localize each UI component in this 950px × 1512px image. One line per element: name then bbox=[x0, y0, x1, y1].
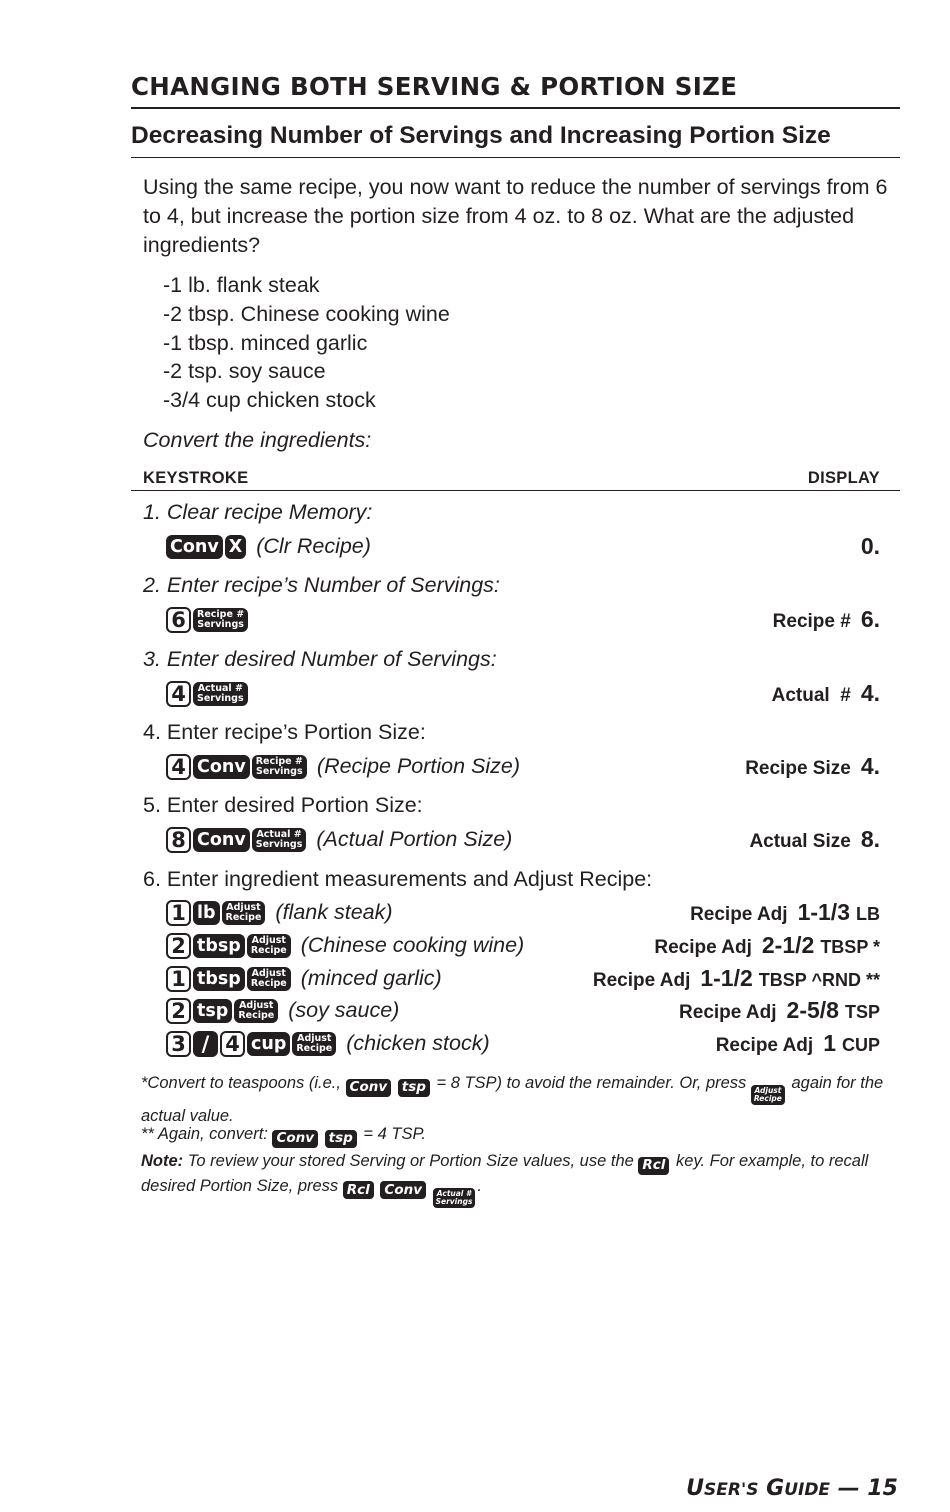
display-value: 2-1/2 bbox=[761, 932, 815, 958]
ingredient-item: -1 tbsp. minced garlic bbox=[163, 330, 368, 355]
step-4-keystrokes bbox=[166, 753, 520, 780]
recipe-servings-key: Recipe # Servings bbox=[193, 608, 248, 632]
footnote-1: *Convert to teaspoons (i.e., Conv tsp = 8 TSP) to avoid the remainder. Or, press Adjust Recipe again for the actual value. bbox=[141, 1074, 884, 1125]
display-value: 1-1/3 bbox=[797, 899, 850, 925]
page-footer: USER'S GUIDE — 15 bbox=[686, 1476, 898, 1501]
display-label: Recipe Size bbox=[745, 758, 851, 779]
display-value: 4. bbox=[860, 680, 880, 706]
digit-2-key: 2 bbox=[166, 998, 191, 1024]
digit-8-key: 8 bbox=[166, 827, 191, 853]
step-note: (chicken stock) bbox=[346, 1031, 490, 1055]
step-5-display bbox=[749, 826, 880, 853]
display-label: Recipe Adj bbox=[690, 904, 788, 925]
step-5-keystrokes bbox=[166, 826, 512, 853]
fraction-slash-key: / bbox=[193, 1031, 218, 1057]
tbsp-key: tbsp bbox=[193, 934, 245, 958]
section-divider bbox=[131, 107, 900, 109]
cup-key: cup bbox=[247, 1032, 290, 1056]
digit-6-key: 6 bbox=[166, 607, 191, 633]
step-note: (Actual Portion Size) bbox=[316, 827, 513, 851]
conv-key: Conv bbox=[272, 1130, 318, 1148]
display-header: DISPLAY bbox=[807, 469, 880, 487]
x-key: X bbox=[225, 535, 247, 559]
conv-key: Conv bbox=[193, 828, 250, 852]
display-label: Recipe # bbox=[772, 611, 851, 632]
actual-servings-key: Actual # Servings bbox=[433, 1188, 476, 1208]
step-6-display-5 bbox=[716, 1030, 880, 1057]
display-label: Actual Size bbox=[749, 831, 851, 852]
note-paragraph: Note: To review your stored Serving or Portion Size values, use the Rcl key. For example, to recall desired Portion Size, press Rcl Conv Actual # Servings . bbox=[141, 1152, 869, 1206]
step-6-display-1 bbox=[690, 899, 880, 926]
step-note: (Recipe Portion Size) bbox=[316, 754, 521, 778]
adjust-recipe-key: Adjust Recipe bbox=[292, 1032, 336, 1056]
conv-key: Conv bbox=[193, 755, 250, 779]
display-label: Recipe Adj bbox=[654, 937, 752, 958]
step-6-line-minced-garlic bbox=[166, 965, 442, 992]
step-5-title: 5. Enter desired Portion Size: bbox=[143, 793, 423, 817]
digit-1-key: 1 bbox=[166, 966, 191, 992]
step-note: (soy sauce) bbox=[288, 998, 400, 1022]
section-title: CHANGING BOTH SERVING & PORTION SIZE bbox=[131, 72, 738, 101]
display-unit: TSP bbox=[844, 1002, 880, 1022]
ingredient-item: -2 tbsp. Chinese cooking wine bbox=[163, 301, 450, 326]
lb-key: lb bbox=[193, 901, 220, 925]
step-note: (Chinese cooking wine) bbox=[300, 933, 525, 957]
step-1-title: 1. Clear recipe Memory: bbox=[143, 500, 373, 524]
step-6-title: 6. Enter ingredient measurements and Adjust Recipe: bbox=[143, 867, 653, 891]
step-2-display bbox=[773, 606, 880, 633]
digit-3-key: 3 bbox=[166, 1031, 191, 1057]
tbsp-key: tbsp bbox=[193, 967, 245, 991]
display-value: 1 bbox=[823, 1030, 836, 1056]
subsection-divider bbox=[131, 157, 900, 158]
adjust-recipe-key: Adjust Recipe bbox=[247, 934, 291, 958]
step-6-line-flank-steak bbox=[166, 899, 393, 926]
digit-4-key: 4 bbox=[166, 754, 191, 780]
intro-paragraph: Using the same recipe, you now want to reduce the number of servings from 6 to 4, but increase the portion size from 4 oz. to 8 oz. What are the adjusted ingredients? bbox=[143, 175, 888, 257]
step-3-title: 3. Enter desired Number of Servings: bbox=[143, 647, 497, 671]
display-unit: CUP bbox=[841, 1035, 880, 1055]
display-label: Recipe Adj bbox=[715, 1035, 814, 1056]
display-label: Recipe Adj bbox=[592, 970, 691, 991]
step-6-display-2 bbox=[654, 932, 880, 959]
actual-servings-key: Actual # Servings bbox=[193, 682, 248, 706]
step-note: (Clr Recipe) bbox=[256, 534, 371, 558]
conv-key: Conv bbox=[166, 535, 223, 559]
step-3-keystrokes bbox=[166, 680, 250, 707]
recipe-servings-key: Recipe # Servings bbox=[252, 755, 307, 779]
adjust-recipe-key: Adjust Recipe bbox=[751, 1085, 785, 1105]
adjust-recipe-key: Adjust Recipe bbox=[222, 901, 266, 925]
display-value: 0. bbox=[860, 533, 880, 559]
step-4-display bbox=[745, 753, 880, 780]
page-number: — 15 bbox=[837, 1476, 898, 1501]
rcl-key: Rcl bbox=[638, 1157, 669, 1175]
rcl-key: Rcl bbox=[343, 1181, 374, 1199]
step-1-display bbox=[861, 533, 880, 560]
tsp-key: tsp bbox=[398, 1079, 430, 1097]
display-unit: TBSP * bbox=[820, 937, 880, 957]
digit-2-key: 2 bbox=[166, 933, 191, 959]
display-unit: TBSP ^RND ** bbox=[758, 970, 880, 990]
display-value: 4. bbox=[860, 753, 880, 779]
footnote-2: ** Again, convert: Conv tsp = 4 TSP. bbox=[141, 1125, 426, 1146]
step-2-keystrokes bbox=[166, 606, 250, 633]
display-label: Actual # bbox=[771, 685, 851, 706]
adjust-recipe-key: Adjust Recipe bbox=[247, 967, 291, 991]
convert-prompt: Convert the ingredients: bbox=[143, 428, 372, 452]
step-6-line-soy-sauce bbox=[166, 997, 399, 1024]
step-note: (minced garlic) bbox=[300, 966, 442, 990]
ingredient-item: -3/4 cup chicken stock bbox=[163, 388, 376, 413]
ingredient-item: -2 tsp. soy sauce bbox=[163, 359, 326, 384]
note-label: Note: bbox=[141, 1152, 184, 1170]
step-note: (flank steak) bbox=[275, 900, 393, 924]
ingredient-item: -1 lb. flank steak bbox=[163, 273, 320, 297]
step-2-title: 2. Enter recipe’s Number of Servings: bbox=[143, 573, 500, 597]
ingredient-list bbox=[163, 271, 450, 415]
digit-4-key: 4 bbox=[166, 681, 191, 707]
table-divider bbox=[131, 490, 900, 491]
tsp-key: tsp bbox=[325, 1130, 357, 1148]
subsection-title: Decreasing Number of Servings and Increasing Portion Size bbox=[131, 122, 831, 149]
step-4-title: 4. Enter recipe’s Portion Size: bbox=[143, 720, 426, 744]
step-6-line-chicken-stock bbox=[166, 1030, 490, 1057]
digit-1-key: 1 bbox=[166, 900, 191, 926]
display-unit: LB bbox=[856, 904, 880, 924]
conv-key: Conv bbox=[346, 1079, 392, 1097]
display-label: Recipe Adj bbox=[679, 1002, 777, 1023]
display-value: 2-5/8 bbox=[786, 997, 839, 1023]
actual-servings-key: Actual # Servings bbox=[252, 828, 307, 852]
digit-4-key: 4 bbox=[220, 1031, 245, 1057]
step-6-display-3 bbox=[593, 965, 880, 992]
step-6-line-cooking-wine bbox=[166, 932, 524, 959]
display-value: 6. bbox=[860, 606, 880, 632]
keystroke-header: KEYSTROKE bbox=[143, 469, 249, 487]
tsp-key: tsp bbox=[193, 999, 232, 1023]
display-value: 1-1/2 bbox=[700, 965, 753, 991]
step-3-display bbox=[772, 680, 880, 707]
step-1-keystrokes bbox=[166, 533, 371, 560]
display-value: 8. bbox=[860, 826, 880, 852]
adjust-recipe-key: Adjust Recipe bbox=[234, 999, 278, 1023]
conv-key: Conv bbox=[380, 1181, 426, 1199]
step-6-display-4 bbox=[679, 997, 880, 1024]
